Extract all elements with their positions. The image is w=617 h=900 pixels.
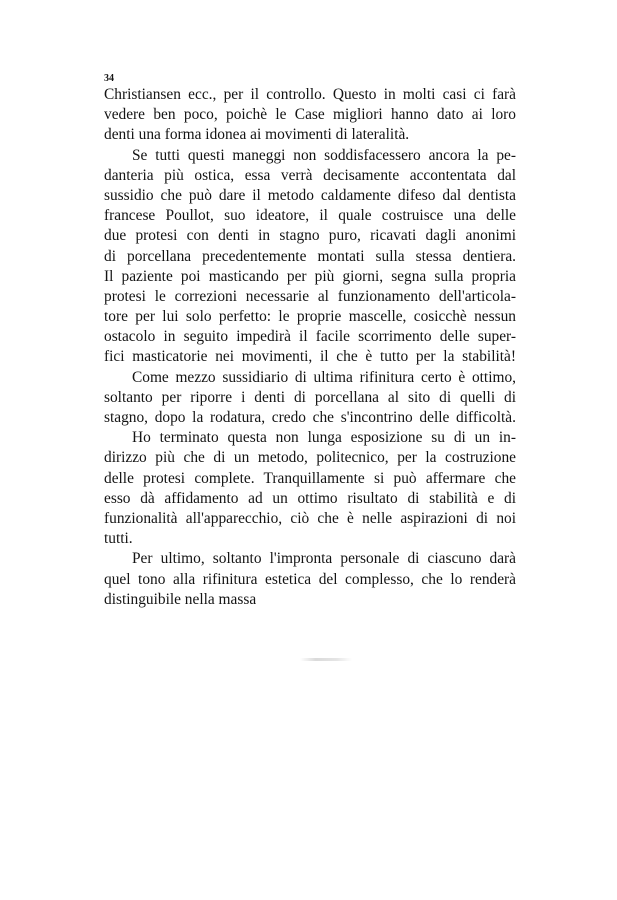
text-line: vedere ben poco, poichè le Case migliori hanno dato ai loro xyxy=(104,106,516,124)
text-line: soltanto per riporre i denti di porcellana al sito di quelli di xyxy=(104,388,516,406)
text-line: ostacolo in seguito impedirà il facile scorrimento delle super- xyxy=(104,328,516,346)
text-line: Se tutti questi maneggi non soddisfacessero ancora la pe- xyxy=(132,146,516,164)
text-line: francese Poullot, suo ideatore, il quale costruisce una delle xyxy=(104,207,516,225)
text-line: protesi le correzioni necessarie al funzionamento dell'articola- xyxy=(104,287,516,305)
text-line: tore per lui solo perfetto: le proprie mascelle, cosicchè nessun xyxy=(104,308,516,326)
text-line: tutti. xyxy=(104,530,133,548)
text-line: distinguibile nella massa xyxy=(104,590,257,608)
text-line: sussidio che può dare il metodo caldamente difeso dal dentista xyxy=(104,186,516,204)
text-line: fici masticatorie nei movimenti, il che è tutto per la stabilità! xyxy=(104,348,516,366)
text-line: dirizzo più che di un metodo, politecnico, per la costruzione xyxy=(104,449,516,467)
text-line: funzionalità all'apparecchio, ciò che è nelle aspirazioni di noi xyxy=(104,509,516,527)
text-line: Il paziente poi masticando per più giorni, segna sulla propria xyxy=(104,267,516,285)
text-line: Christiansen ecc., per il controllo. Questo in molti casi ci farà xyxy=(104,86,516,103)
page-number: 34 xyxy=(104,73,114,84)
text-line: denti una forma idonea ai movimenti di lateralità. xyxy=(104,126,410,144)
text-line: due protesi con denti in stagno puro, ricavati dagli anonimi xyxy=(104,227,516,245)
text-line: stagno, dopo la rodatura, credo che s'incontrino delle difficoltà. xyxy=(104,409,516,426)
body-text xyxy=(104,85,516,610)
print-smudge xyxy=(300,658,352,661)
text-line: Per ultimo, soltanto l'impronta personale di ciascuno darà xyxy=(132,550,516,568)
text-line: esso dà affidamento ad un ottimo risultato di stabilità e di xyxy=(104,489,516,507)
text-line: delle protesi complete. Tranquillamente si può affermare che xyxy=(104,469,516,487)
text-line: danteria più ostica, essa verrà decisamente accontentata dal xyxy=(104,166,516,184)
text-line: di porcellana precedentemente montati sulla stessa dentiera. xyxy=(104,247,516,265)
text-line: Ho terminato questa non lunga esposizione su di un in- xyxy=(132,429,516,447)
text-line: Come mezzo sussidiario di ultima rifinitura certo è ottimo, xyxy=(132,368,516,386)
text-line: quel tono alla rifinitura estetica del complesso, che lo renderà xyxy=(104,570,516,588)
